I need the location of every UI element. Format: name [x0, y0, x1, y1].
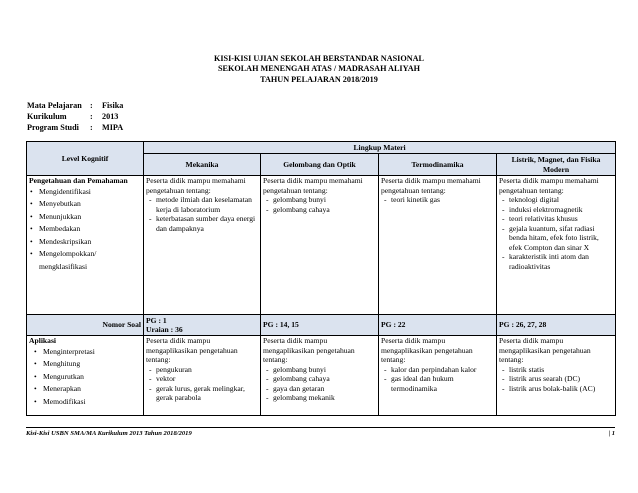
materi-list — [381, 195, 494, 205]
materi-item: - kalor dan perpindahan kalor — [381, 365, 494, 375]
materi-cell — [497, 176, 616, 315]
materi-cell — [261, 176, 379, 315]
materi-cell — [379, 336, 497, 416]
cell-intro: Peserta didik mampu memahami pengetahuan tentang: — [263, 176, 363, 195]
materi-item: - teknologi digital — [499, 195, 613, 205]
meta-value: Fisika — [102, 101, 124, 110]
cell-intro: Peserta didik mampu memahami pengetahuan tentang: — [381, 176, 481, 195]
column-header-mekanika: Mekanika — [144, 154, 261, 176]
materi-list — [381, 365, 494, 394]
lingkup-materi-header: Lingkup Materi — [144, 142, 616, 154]
materi-item: - induksi elektromagnetik — [499, 205, 613, 215]
materi-item: - gelombang bunyi — [263, 365, 376, 375]
materi-item: - gas ideal dan hukum termodinamika — [381, 374, 494, 393]
materi-item: - teori relativitas khusus — [499, 214, 613, 224]
materi-cell — [144, 336, 261, 416]
header-line-2: SEKOLAH MENENGAH ATAS / MADRASAH ALIYAH — [217, 64, 421, 74]
column-header-termodinamika: Termodinamika — [379, 154, 497, 176]
cell-intro: Peserta didik mampu memahami pengetahuan tentang: — [499, 176, 599, 195]
level-kognitif-header: Level Kognitif — [27, 142, 144, 176]
meta-value: MIPA — [102, 122, 124, 132]
level-item: • Mengidentifikasi — [29, 186, 141, 199]
level-item: • Memodifikasi — [33, 396, 141, 409]
level-item: • Mengurutkan — [33, 371, 141, 384]
level-cell-pengetahuan — [27, 176, 144, 315]
level-item: • Membedakan — [29, 223, 141, 236]
cell-intro: Peserta didik mampu mengaplikasikan pengetahuan tentang: — [499, 336, 591, 364]
materi-list — [499, 365, 613, 394]
cell-intro: Peserta didik mampu mengaplikasikan pengetahuan tentang: — [146, 336, 238, 364]
materi-item: - gelombang cahaya — [263, 374, 376, 384]
meta-value: 2013 — [102, 111, 119, 121]
meta-row: Mata Pelajaran : Fisika — [27, 101, 124, 110]
materi-item: - teori kinetik gas — [381, 195, 494, 205]
page-number: | 1 — [608, 430, 615, 437]
level-title: Aplikasi — [29, 336, 57, 345]
materi-item: - gelombang cahaya — [263, 205, 376, 215]
level-item: • Menghitung — [33, 358, 141, 371]
materi-item: - gejala kuantum, sifat radiasi benda hitam, efek foto listrik, efek Compton dan sinar X — [499, 224, 613, 253]
materi-item: - pengukuran — [146, 365, 258, 375]
materi-item: - listrik statis — [499, 365, 613, 375]
materi-item: - metode ilmiah dan keselamatan kerja di laboratorium — [146, 195, 258, 214]
materi-item: - gelombang mekanik — [263, 393, 376, 403]
materi-list — [146, 195, 258, 233]
kisi-kisi-table — [26, 141, 616, 416]
materi-cell — [497, 336, 616, 416]
level-list — [29, 346, 141, 409]
materi-cell — [144, 176, 261, 315]
nomor-soal-label: Nomor Soal — [27, 315, 144, 336]
materi-item: - keterbatasan sumber daya energi dan dampaknya — [146, 214, 258, 233]
materi-list — [263, 195, 376, 214]
level-title: Pengetahuan dan Pemahaman — [29, 176, 128, 185]
materi-item: - gerak lurus, gerak melingkar, gerak parabola — [146, 384, 258, 403]
cell-intro: Peserta didik mampu memahami pengetahuan tentang: — [146, 176, 246, 195]
materi-list — [499, 195, 613, 271]
level-item: • Menyebutkan — [29, 198, 141, 211]
level-item: • Mendeskripsikan — [29, 236, 141, 249]
meta-row: Kurikulum : 2013 — [27, 111, 119, 121]
header-line-3: TAHUN PELAJARAN 2018/2019 — [260, 74, 378, 84]
level-list — [29, 186, 141, 274]
level-cell-aplikasi — [27, 336, 144, 416]
cell-intro: Peserta didik mampu mengaplikasikan pengetahuan tentang: — [381, 336, 473, 364]
nomor-pg: PG : 1 — [146, 315, 167, 325]
level-item: • Menerapkan — [33, 383, 141, 396]
materi-item: - listrik arus bolak-balik (AC) — [499, 384, 613, 394]
level-item: • Menunjukkan — [29, 211, 141, 224]
header-line-1: KISI-KISI UJIAN SEKOLAH BERSTANDAR NASIONAL — [213, 54, 425, 63]
materi-item: - gelombang bunyi — [263, 195, 376, 205]
identity-block — [27, 101, 123, 133]
nomor-uraian: Uraian : 36 — [146, 325, 183, 334]
column-header-listrik: Listrik, Magnet, dan Fisika Modern — [497, 154, 616, 176]
nomor-soal-termodinamika: PG : 22 — [379, 315, 497, 336]
materi-list — [146, 365, 258, 403]
materi-item: - listrik arus searah (DC) — [499, 374, 613, 384]
meta-row: Program Studi : MIPA — [27, 122, 124, 132]
meta-label: Kurikulum — [27, 111, 67, 121]
materi-cell — [261, 336, 379, 416]
nomor-soal-gelombang: PG : 14, 15 — [261, 315, 379, 336]
meta-label: Mata Pelajaran — [27, 101, 82, 110]
nomor-soal-mekanika — [144, 315, 261, 336]
meta-label: Program Studi — [27, 122, 79, 132]
cell-intro: Peserta didik mampu mengaplikasikan pengetahuan tentang: — [263, 336, 355, 364]
footer-title: Kisi-Kisi USBN SMA/MA Kurikulum 2013 Tahun 2018/2019 — [26, 430, 192, 437]
document-header — [0, 54, 638, 85]
level-item: • Mengelompokkan/ mengklasifikasi — [29, 248, 141, 273]
column-header-gelombang: Gelombang dan Optik — [261, 154, 379, 176]
materi-item: - vektor — [146, 374, 258, 384]
materi-cell — [379, 176, 497, 315]
materi-item: - karakteristik inti atom dan radioaktivitas — [499, 252, 613, 271]
materi-item: - gaya dan getaran — [263, 384, 376, 394]
level-item: • Menginterpretasi — [33, 346, 141, 359]
nomor-soal-listrik: PG : 26, 27, 28 — [497, 315, 616, 336]
page-footer — [26, 427, 615, 437]
materi-list — [263, 365, 376, 403]
